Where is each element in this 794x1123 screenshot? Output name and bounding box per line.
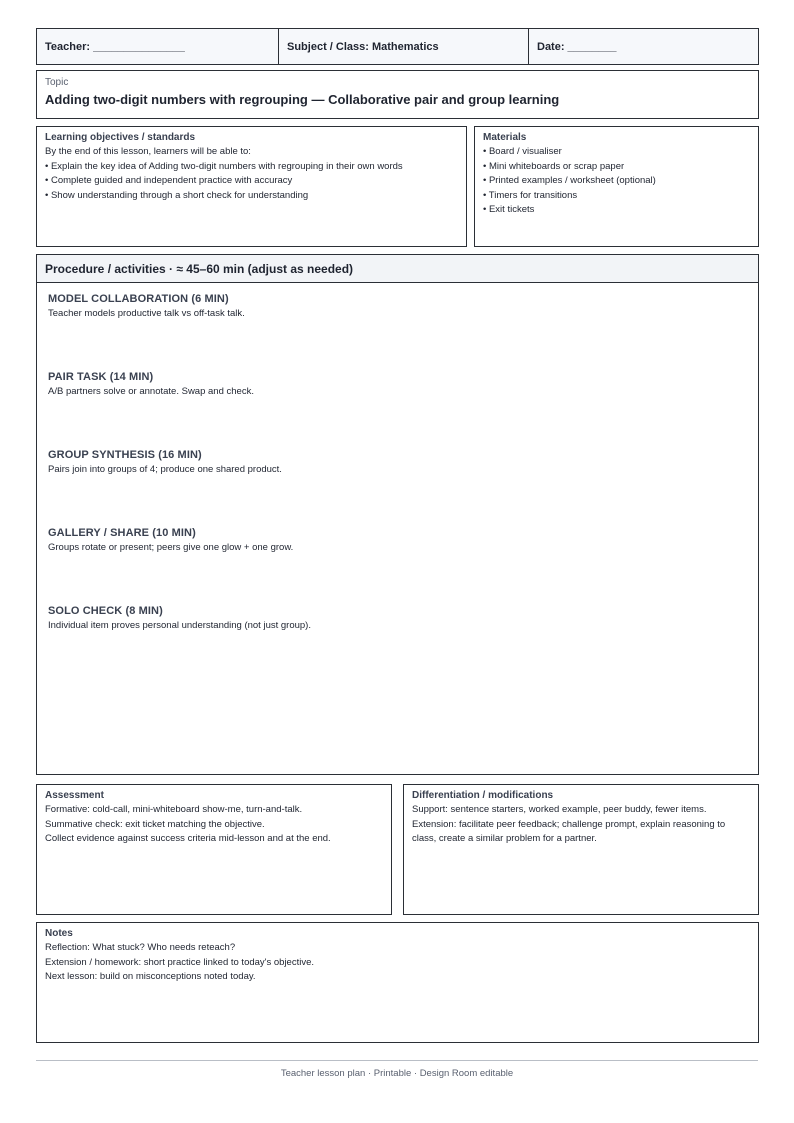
- materials-box: [474, 126, 759, 247]
- notes-line: Reflection: What stuck? Who needs reteach?: [45, 942, 236, 953]
- differentiation-text[interactable]: [412, 803, 750, 847]
- date-field[interactable]: Date: ________: [528, 29, 758, 64]
- footer-caption: Teacher lesson plan · Printable · Design Room editable: [280, 1068, 514, 1079]
- objectives-box: [36, 126, 467, 247]
- differentiation-label: Differentiation / modifications: [412, 790, 554, 801]
- topic-title[interactable]: Adding two-digit numbers with regrouping — Collaborative pair and group learning: [45, 92, 560, 107]
- objective-line: By the end of this lesson, learners will be able to:: [45, 146, 251, 157]
- objective-line: • Complete guided and independent practice with accuracy: [45, 175, 293, 187]
- objectives-list[interactable]: [45, 145, 458, 203]
- notes-box: [36, 922, 759, 1043]
- footer-divider: [36, 1060, 758, 1061]
- notes-line: Next lesson: build on misconceptions noted today.: [45, 971, 256, 983]
- assessment-line: Collect evidence against success criteria mid-lesson and at the end.: [45, 833, 331, 845]
- assessment-line: Formative: cold-call, mini-whiteboard show-me, turn-and-talk.: [45, 804, 303, 815]
- procedure-step[interactable]: [48, 293, 245, 319]
- step-description: Individual item proves personal understanding (not just group).: [48, 620, 311, 631]
- notes-line: Extension / homework: short practice linked to today's objective.: [45, 956, 315, 968]
- objective-line: • Explain the key idea of Adding two-digit numbers with regrouping in their own words: [45, 160, 403, 172]
- step-description: A/B partners solve or annotate. Swap and check.: [48, 386, 254, 397]
- step-title: GROUP SYNTHESIS (16 MIN): [48, 449, 202, 461]
- step-title: GALLERY / SHARE (10 MIN): [48, 527, 196, 539]
- procedure-box: [36, 254, 759, 775]
- assessment-text[interactable]: [45, 803, 383, 847]
- differentiation-line: class, create a similar problem for a partner.: [412, 833, 597, 845]
- procedure-step[interactable]: [48, 527, 293, 553]
- procedure-step[interactable]: [48, 449, 282, 475]
- materials-list[interactable]: [483, 145, 750, 218]
- objective-line: • Show understanding through a short check for understanding: [45, 189, 309, 201]
- topic-label: Topic: [45, 77, 69, 88]
- topic-box: [36, 70, 759, 119]
- step-description: Teacher models productive talk vs off-task talk.: [48, 308, 245, 319]
- materials-label: Materials: [483, 132, 527, 143]
- differentiation-line: Support: sentence starters, worked example, peer buddy, fewer items.: [412, 804, 707, 815]
- material-item: • Exit tickets: [483, 204, 535, 216]
- assessment-label: Assessment: [45, 790, 104, 801]
- step-title: MODEL COLLABORATION (6 MIN): [48, 293, 229, 305]
- step-title: PAIR TASK (14 MIN): [48, 371, 154, 383]
- notes-label: Notes: [45, 928, 73, 939]
- assessment-box: [36, 784, 392, 915]
- differentiation-box: [403, 784, 759, 915]
- procedure-heading: Procedure / activities · ≈ 45–60 min (adjust as needed): [37, 255, 758, 283]
- procedure-step[interactable]: [48, 371, 254, 397]
- step-description: Groups rotate or present; peers give one glow + one grow.: [48, 542, 294, 553]
- header-bar: [36, 28, 759, 65]
- objectives-label: Learning objectives / standards: [45, 132, 196, 143]
- material-item: • Timers for transitions: [483, 189, 578, 201]
- assessment-line: Summative check: exit ticket matching the objective.: [45, 818, 265, 830]
- step-title: SOLO CHECK (8 MIN): [48, 605, 163, 617]
- notes-text[interactable]: [45, 941, 750, 985]
- teacher-field[interactable]: Teacher: _______________: [45, 40, 185, 53]
- step-description: Pairs join into groups of 4; produce one shared product.: [48, 464, 282, 475]
- material-item: • Mini whiteboards or scrap paper: [483, 160, 625, 172]
- material-item: • Printed examples / worksheet (optional): [483, 175, 656, 187]
- material-item: • Board / visualiser: [483, 146, 562, 157]
- subject-field[interactable]: Subject / Class: Mathematics: [278, 29, 528, 64]
- differentiation-line: Extension: facilitate peer feedback; challenge prompt, explain reasoning to: [412, 818, 726, 830]
- procedure-step[interactable]: [48, 605, 311, 631]
